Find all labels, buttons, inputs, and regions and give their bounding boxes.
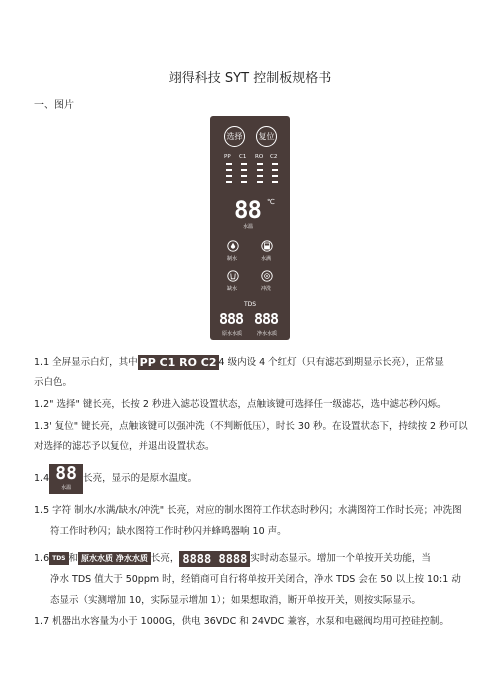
led-bar-ro	[257, 163, 263, 187]
led-bar-c1	[241, 163, 247, 187]
temperature-display: 88	[234, 196, 261, 224]
tds-digits-image: 8888 8888	[179, 551, 250, 567]
led-bar-pp	[226, 163, 232, 187]
flush-icon	[261, 270, 273, 282]
select-button: 选择	[224, 126, 245, 147]
document-title: 翊得科技 SYT 控制板规格书	[168, 71, 332, 86]
raw-water-quality-label: 原水水质	[222, 331, 243, 337]
pure-tds-display: 888	[254, 310, 279, 328]
water-shortage-icon	[227, 270, 239, 282]
icon-label-water-shortage: 缺水	[227, 286, 238, 292]
led-label-ro: RO	[255, 154, 264, 160]
led-label-c1: C1	[239, 154, 247, 160]
item-1-6-cont-1: 净水 TDS 值大于 50ppm 时，经销商可自行将单按开关闭合，净水 TDS 会在 50 以上按 10:1 动	[50, 574, 461, 585]
led-label-pp: PP	[224, 154, 231, 160]
reset-button: 复位	[256, 126, 277, 147]
item-1-4: 1.4 88 水温 长亮，显示的是原水温度。	[34, 462, 476, 496]
item-1-1-cont: 示白色。	[34, 377, 73, 388]
water-quality-labels-image: 原水水质 净水水质	[78, 552, 151, 565]
raw-tds-display: 888	[219, 310, 244, 328]
icon-label-tank-full: 水满	[261, 256, 272, 262]
item-1-5: 1.5 字符 制水/水满/缺水/冲洗" 长亮，对应的制水图符工作状态时秒闪；水满图符工作时长亮；冲洗图	[34, 505, 462, 516]
tds-label: TDS	[244, 301, 257, 308]
item-1-6-cont-2: 态显示（实测增加 10，实际显示增加 1）；如果想取消，断开单按开关，则按实际显示。	[50, 595, 421, 606]
tds-label-image: TDS	[49, 552, 68, 565]
item-1-5-cont: 符工作时秒闪；缺水图符工作时秒闪并蜂鸣器响 10 声。	[50, 526, 287, 537]
icon-label-flush: 冲洗	[261, 286, 272, 292]
led-labels-image: PP C1 RO C2	[139, 356, 217, 369]
item-1-6: 1.6 TDS 和 原水水质 净水水质 长亮， 8888 8888 实时动态显示。增加一个单按开关功能，当	[34, 551, 431, 566]
item-1-3-cont: 对选择的滤芯予以复位，并退出设置状态。	[34, 441, 215, 452]
pure-water-quality-label: 净水水质	[257, 331, 278, 337]
item-1-7: 1.7 机器出水容量为小于 1000G，供电 36VDC 和 24VDC 兼容，水泵和电磁阀均用可控硅控制。	[34, 616, 449, 627]
item-1-1: 1.1 全屏显示白灯，其中 PP C1 RO C2 4 级内设 4 个红灯（只有滤芯到期显示长亮），正常显	[34, 356, 444, 369]
icon-label-make-water: 制水	[227, 256, 238, 262]
tank-full-icon	[261, 240, 273, 252]
temperature-label: 水温	[243, 224, 254, 230]
item-1-2: 1.2" 选择" 键长亮，长按 2 秒进入滤芯设置状态，点触该键可选择任一级滤芯，选中滤芯秒闪烁。	[34, 399, 447, 410]
item-1-3: 1.3' 复位" 键长亮，点触该键可以强冲洗（不判断低压），时长 30 秒。在设置状态下，持续按 2 秒可以	[34, 421, 468, 432]
section-heading: 一、图片	[34, 100, 74, 111]
water-drop-icon	[227, 240, 239, 252]
temperature-unit: ℃	[267, 198, 275, 206]
temperature-display-image: 88 水温	[49, 464, 83, 494]
control-panel-image	[210, 116, 290, 340]
led-label-c2: C2	[270, 154, 278, 160]
led-bar-c2	[272, 163, 278, 187]
